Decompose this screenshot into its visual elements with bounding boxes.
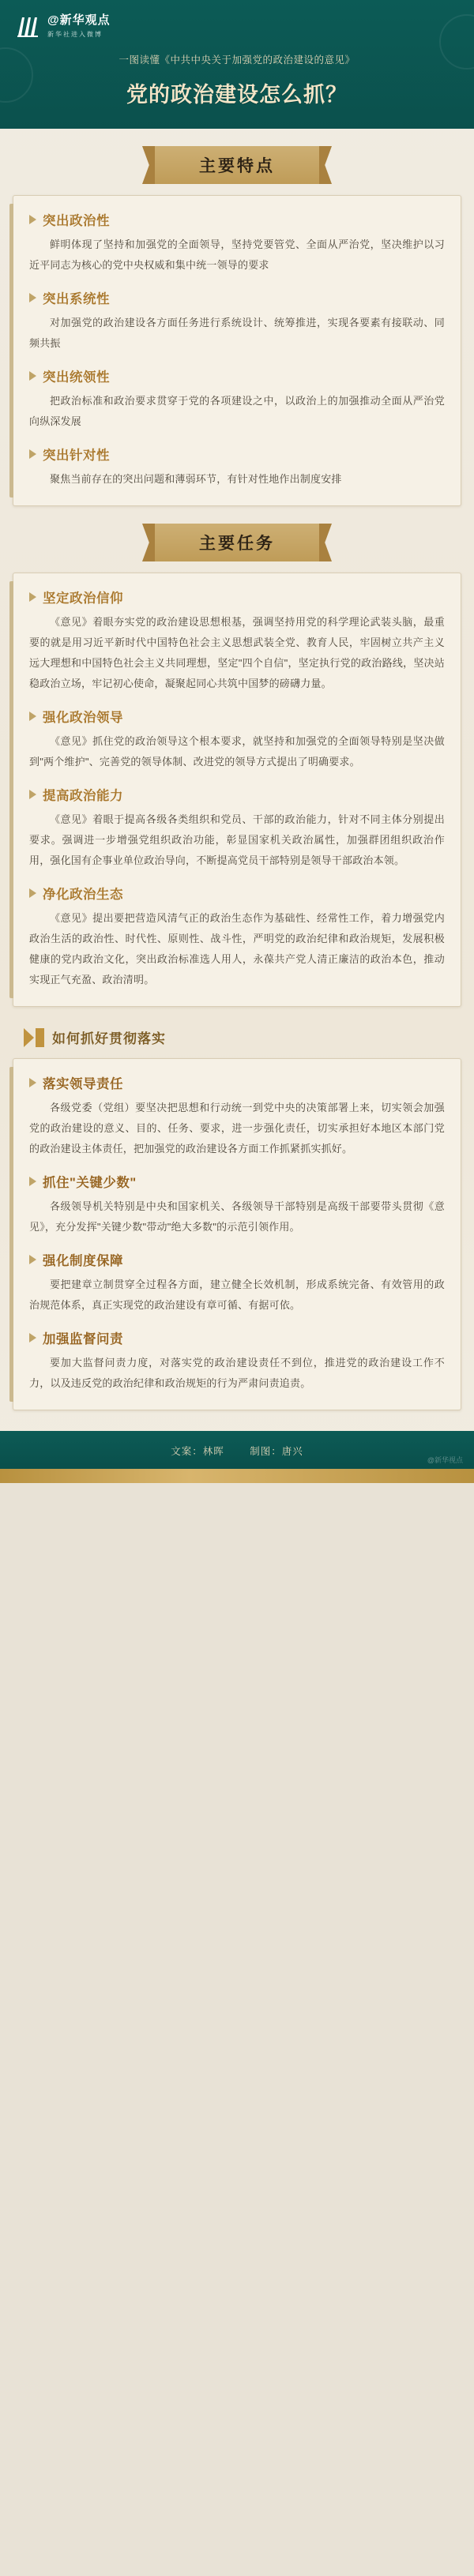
triangle-bullet-icon	[29, 1255, 36, 1264]
item-head	[29, 1250, 445, 1269]
triangle-bullet-icon	[29, 1078, 36, 1087]
logo-text	[47, 13, 111, 38]
item-body: 《意见》着眼夯实党的政治建设思想根基，强调坚持用党的科学理论武装头脑，最重要的就是用习近平新时代中国特色社会主义思想武装全党、教育人民，牢固树立共产主义远大理想和中国特色社会主义共同理想，坚定"四个自信"，坚定执行党的政治路线，坚决站稳政治立场，牢记初心使命，凝聚起同心共筑中国梦的磅礴力量。	[29, 616, 445, 689]
footer	[0, 1431, 474, 1469]
triangle-bullet-icon	[29, 293, 36, 302]
item-head	[29, 445, 445, 464]
list-item	[29, 1250, 445, 1316]
footer-watermark: @新华视点	[427, 1456, 463, 1464]
item-body: 聚焦当前存在的突出问题和薄弱环节，有针对性地作出制度安排	[50, 473, 342, 485]
triangle-bullet-icon	[29, 371, 36, 381]
item-body: 《意见》提出要把营造风清气正的政治生态作为基础性、经常性工作，着力增强党内政治生活的政治性、时代性、原则性、战斗性，严明党的政治纪律和政治规矩，发展积极健康的党内政治文化，突出政治标准选人用人，永葆共产党人清正廉洁的政治本色，推动实现正气充盈、政治清明。	[29, 912, 445, 986]
item-title: 坚定政治信仰	[43, 591, 123, 606]
flag-box-icon	[36, 1028, 44, 1047]
item-title: 突出统领性	[43, 370, 110, 385]
item-body: 把政治标准和政治要求贯穿于党的各项建设之中，以政治上的加强推动全面从严治党向纵深发展	[29, 395, 445, 427]
item-title: 抓住"关键少数"	[43, 1176, 137, 1190]
item-body: 要加大监督问责力度，对落实党的政治建设责任不到位，推进党的政治建设工作不力，以及违反党的政治纪律和政治规矩的行为严肃问责追责。	[29, 1357, 445, 1389]
section-card-3	[13, 1058, 461, 1410]
triangle-bullet-icon	[29, 888, 36, 898]
section-banner-label-3: 如何抓好贯彻落实	[52, 1031, 166, 1046]
section-card-2	[13, 573, 461, 1007]
section-banner-2	[0, 524, 474, 561]
item-title: 突出针对性	[43, 449, 110, 463]
item-head	[29, 210, 445, 229]
item-title: 强化制度保障	[43, 1254, 123, 1268]
item-body: 对加强党的政治建设各方面任务进行系统设计、统筹推进，实现各要素有接联动、同频共振	[29, 317, 445, 349]
footer-credit-writer: 文案：林晖	[171, 1446, 224, 1457]
triangle-bullet-icon	[29, 790, 36, 799]
item-head	[29, 366, 445, 385]
item-body: 《意见》着眼于提高各级各类组织和党员、干部的政治能力，针对不同主体分别提出要求。强调进一步增强党组织政治功能，彰显国家机关政治属性，加强群团组织政治作用，强化国有企事业单位政治导向，不断提高党员干部特别是领导干部政治本领。	[29, 813, 445, 866]
header-subtitle: 一图读懂《中共中央关于加强党的政治建设的意见》	[118, 54, 356, 66]
item-head	[29, 588, 445, 606]
list-item	[29, 588, 445, 694]
list-item	[29, 445, 445, 490]
triangle-bullet-icon	[29, 215, 36, 224]
footer-credits	[0, 1444, 474, 1458]
logo-row	[0, 11, 474, 52]
list-item	[29, 1073, 445, 1159]
list-item	[29, 785, 445, 871]
item-body: 各级领导机关特别是中央和国家机关、各级领导干部特别是高级干部要带头贯彻《意见》，充分发挥"关键少数"带动"绝大多数"的示范引领作用。	[29, 1200, 445, 1233]
list-item	[29, 1328, 445, 1394]
list-item	[29, 707, 445, 772]
triangle-bullet-icon	[29, 1333, 36, 1342]
list-item	[29, 884, 445, 990]
item-head	[29, 1073, 445, 1092]
section-banner-3	[24, 1027, 474, 1047]
triangle-bullet-icon	[29, 1177, 36, 1186]
section-banner-label-1: 主要特点	[155, 146, 319, 184]
section-banner-1	[0, 146, 474, 184]
logo-main-text: @新华观点	[47, 13, 111, 28]
triangle-bullet-icon	[29, 449, 36, 459]
item-head	[29, 785, 445, 804]
item-body: 各级党委（党组）要坚决把思想和行动统一到党中央的决策部署上来，切实领会加强党的政治建设的意义、目的、任务、要求，进一步强化责任，切实承担好本地区本部门党的政治建设主体责任，把加强党的政治建设各方面工作抓紧抓实抓好。	[29, 1102, 445, 1155]
xinhua-logo-icon	[14, 13, 41, 39]
item-body: 鲜明体现了坚持和加强党的全面领导，坚持党要管党、全面从严治党，坚决维护以习近平同志为核心的党中央权威和集中统一领导的要求	[29, 238, 445, 271]
item-head	[29, 707, 445, 726]
list-item	[29, 288, 445, 354]
list-item	[29, 210, 445, 276]
item-title: 加强监督问责	[43, 1332, 123, 1346]
list-item	[29, 1172, 445, 1237]
bottom-strip	[0, 1469, 474, 1483]
triangle-bullet-icon	[29, 592, 36, 602]
item-head	[29, 884, 445, 903]
triangle-bullet-icon	[29, 712, 36, 721]
item-head	[29, 288, 445, 307]
section-banner-label-2: 主要任务	[155, 524, 319, 561]
page-title: 党的政治建设怎么抓？	[126, 83, 348, 107]
item-head	[29, 1172, 445, 1191]
item-title: 突出政治性	[43, 214, 110, 228]
footer-credit-designer: 制图：唐兴	[250, 1446, 303, 1457]
item-body: 要把建章立制贯穿全过程各方面，建立健全长效机制，形成系统完备、有效管用的政治规范体系，真正实现党的政治建设有章可循、有据可依。	[29, 1279, 445, 1311]
section-card-1	[13, 195, 461, 506]
item-title: 突出系统性	[43, 292, 110, 306]
header	[0, 0, 474, 129]
item-title: 净化政治生态	[43, 888, 123, 902]
item-head	[29, 1328, 445, 1347]
logo-sub-text: 新华社进入微博	[47, 30, 103, 38]
item-body: 《意见》抓住党的政治领导这个根本要求，就坚持和加强党的全面领导特别是坚决做到"两个维护"、完善党的领导体制、改进党的领导方式提出了明确要求。	[29, 735, 445, 768]
item-title: 提高政治能力	[43, 789, 123, 803]
item-title: 强化政治领导	[43, 711, 123, 725]
item-title: 落实领导责任	[43, 1077, 123, 1091]
flag-triangle-icon	[24, 1028, 34, 1047]
list-item	[29, 366, 445, 432]
